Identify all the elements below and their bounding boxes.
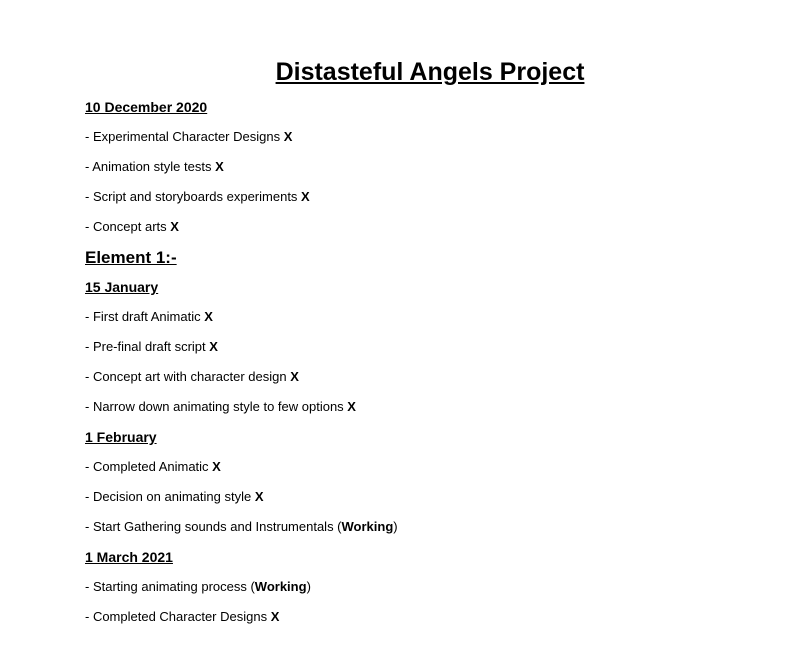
section-date-heading: 10 December 2020 xyxy=(85,99,208,115)
done-mark: X xyxy=(301,189,310,204)
list-item xyxy=(85,367,765,387)
done-mark: X xyxy=(209,339,218,354)
list-item xyxy=(85,337,765,357)
item-text: - Animation style tests xyxy=(85,159,216,174)
item-text: - Completed Animatic xyxy=(85,459,213,474)
element-heading: Element 1:- xyxy=(85,248,177,267)
done-mark: X xyxy=(212,459,221,474)
section-date-heading: 1 February xyxy=(85,429,157,445)
section-date-heading: 15 January xyxy=(85,279,159,295)
item-text: - Decision on animating style xyxy=(85,489,255,504)
item-text: - Pre-final draft script xyxy=(85,339,210,354)
list-item xyxy=(85,457,765,477)
list-item xyxy=(85,307,765,327)
item-text: - Concept arts xyxy=(85,219,171,234)
done-mark: X xyxy=(347,399,356,414)
section-date-heading: 1 March 2021 xyxy=(85,549,173,565)
item-text: - First draft Animatic xyxy=(85,309,205,324)
list-item xyxy=(85,187,765,207)
item-suffix: ) xyxy=(306,579,311,594)
item-text: - Concept art with character design xyxy=(85,369,291,384)
list-item xyxy=(85,217,765,237)
item-text: - Narrow down animating style to few options xyxy=(85,399,348,414)
done-mark: X xyxy=(270,609,280,624)
done-mark: X xyxy=(290,369,299,384)
done-mark: X xyxy=(170,219,179,234)
done-mark: X xyxy=(215,159,224,174)
list-item xyxy=(85,517,765,537)
list-item xyxy=(85,577,765,597)
list-item xyxy=(85,127,765,147)
item-text: - Start Gathering sounds and Instrumentals ( xyxy=(85,519,342,534)
section-1-march-2021 xyxy=(85,547,765,627)
list-item xyxy=(85,157,765,177)
done-mark: X xyxy=(254,489,264,504)
section-1-february xyxy=(85,427,765,537)
done-mark: X xyxy=(283,129,293,144)
item-suffix: ) xyxy=(393,519,398,534)
status-working: Working xyxy=(254,579,307,594)
done-mark: X xyxy=(204,309,213,324)
item-text: - Experimental Character Designs xyxy=(85,129,284,144)
list-item xyxy=(85,607,765,627)
item-text: - Starting animating process ( xyxy=(85,579,255,594)
list-item xyxy=(85,487,765,507)
section-15-january xyxy=(85,277,765,417)
document-body xyxy=(85,97,765,637)
list-item xyxy=(85,397,765,417)
item-text: - Script and storyboards experiments xyxy=(85,189,302,204)
page-title: Distasteful Angels Project xyxy=(275,58,585,86)
status-working: Working xyxy=(341,519,394,534)
item-text: - Completed Character Designs xyxy=(85,609,271,624)
section-10-december-2020 xyxy=(85,97,765,237)
